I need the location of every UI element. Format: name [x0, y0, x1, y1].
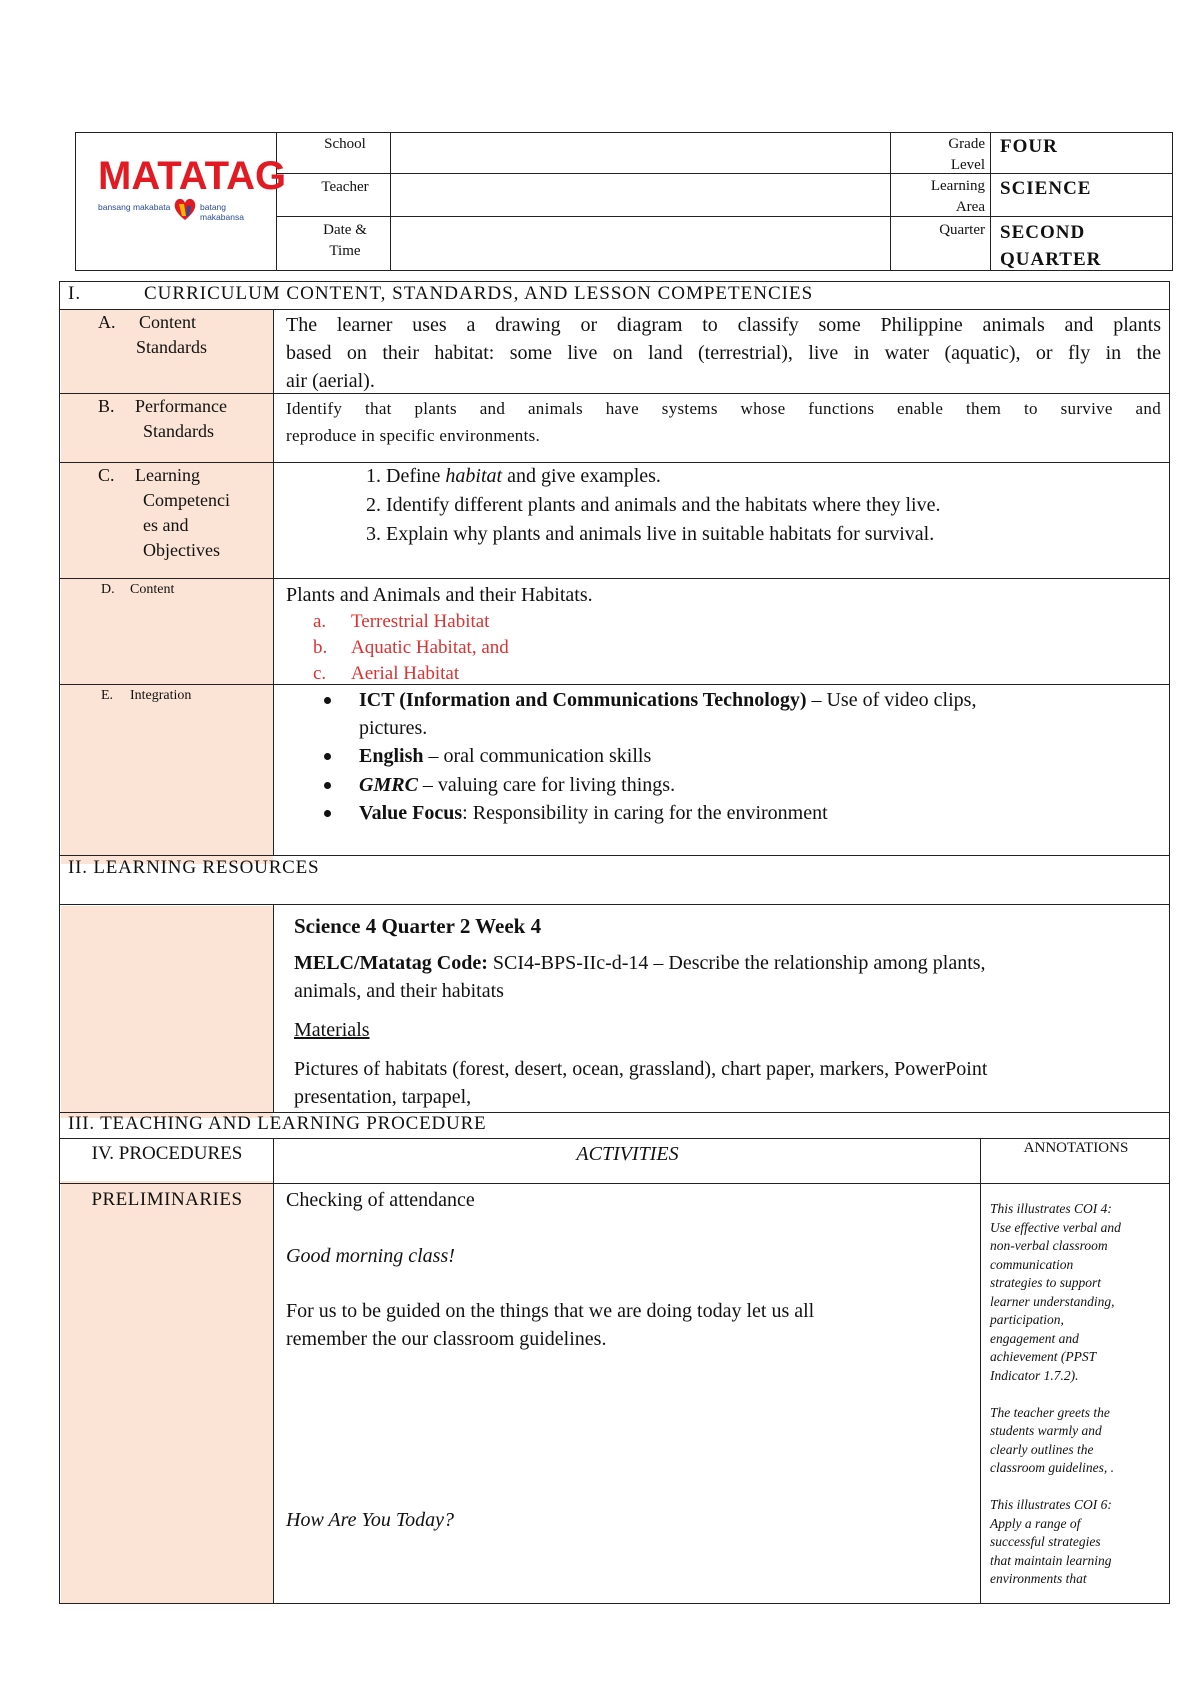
annot-line: successful strategies — [990, 1534, 1101, 1549]
objective-1-post: and give examples. — [502, 465, 661, 487]
school-field[interactable] — [392, 134, 888, 172]
resource-code — [294, 949, 1160, 977]
a-label-line2: Standards — [136, 337, 207, 357]
quarter-value-line2: QUARTER — [1000, 249, 1102, 270]
a-text-line3: air (aerial). — [286, 370, 375, 392]
objective-1-em: habitat — [445, 465, 503, 487]
integration-english — [359, 742, 651, 770]
annot-line: students warmly and — [990, 1423, 1102, 1438]
english-bold: English — [359, 745, 424, 767]
b-letter: B. — [98, 396, 115, 416]
teacher-label: Teacher — [321, 179, 369, 195]
annotations-header: ANNOTATIONS — [1023, 1140, 1129, 1156]
content-standards-text — [286, 311, 1161, 395]
materials-label: Materials — [294, 1019, 370, 1041]
annot-line: strategies to support — [990, 1275, 1102, 1290]
b-text-line1: Identify that plants and animals have systems whose functions enable them to survive and — [286, 399, 1161, 418]
value-focus-bold: Value Focus — [359, 802, 463, 824]
objective-2: 2. Identify different plants and animals and the habitats where they live. — [366, 494, 941, 516]
habitat-b-text: Aquatic Habitat, and — [351, 637, 509, 658]
annot-line: clearly outlines the — [990, 1441, 1094, 1457]
resource-week: Science 4 Quarter 2 Week 4 — [294, 914, 542, 938]
gmrc-bold: GMRC — [359, 774, 418, 796]
habitat-c-letter: c. — [313, 663, 327, 684]
c-label-line2: Competenci — [143, 490, 230, 510]
integration-gmrc — [359, 771, 675, 799]
habitat-aquatic — [286, 635, 786, 661]
quarter-value — [1000, 219, 1101, 273]
habitat-b-letter: b. — [313, 637, 328, 658]
habitat-terrestrial — [286, 609, 786, 635]
annot-line: The teacher greets the — [990, 1404, 1110, 1420]
value-focus-rest: : Responsibility in caring for the environment — [462, 802, 828, 824]
d-letter: D. — [101, 582, 115, 597]
quarter-label: Quarter — [939, 222, 985, 238]
ict-bold: ICT (Information and Communications Technology) — [359, 689, 807, 711]
annot-line: This illustrates COI 4: — [990, 1201, 1112, 1216]
code-label: MELC/Matatag Code: — [294, 952, 488, 974]
bullet-3 — [324, 782, 331, 789]
section2-title: II. LEARNING RESOURCES — [68, 857, 320, 878]
c-label-line1: Learning — [135, 465, 200, 485]
gmrc-rest: – valuing care for living things. — [417, 774, 676, 796]
objective-1-pre: 1. Define — [366, 465, 446, 487]
bullet-2 — [324, 753, 331, 760]
habitat-aerial — [286, 661, 786, 687]
bullet-4 — [324, 810, 331, 817]
habitat-a-text: Terrestrial Habitat — [351, 611, 490, 632]
b-label-line2: Standards — [143, 421, 214, 441]
area-label-line2: Area — [955, 199, 985, 215]
annot-line: communication — [990, 1256, 1074, 1272]
section1-title: CURRICULUM CONTENT, STANDARDS, AND LESSON COMPETENCIES — [144, 283, 814, 304]
logo-wordmark: MATATAG — [98, 154, 287, 198]
annot-line: engagement and — [990, 1330, 1079, 1346]
date-label-line1: Date & — [323, 222, 367, 238]
ict-rest: – Use of video clips, — [806, 689, 977, 711]
preliminaries-label: PRELIMINARIES — [91, 1189, 243, 1210]
section3-title: III. TEACHING AND LEARNING PROCEDURE — [68, 1113, 487, 1134]
learning-area-label — [892, 176, 988, 218]
annot-line — [990, 1478, 1168, 1497]
activity-greeting: Good morning class! — [286, 1245, 455, 1267]
b-text-line2: reproduce in specific environments. — [286, 426, 541, 445]
annot-line: that maintain learning — [990, 1552, 1112, 1568]
grade-label-line1: Grade — [948, 136, 985, 152]
activities-header: ACTIVITIES — [576, 1143, 679, 1165]
activity-attendance: Checking of attendance — [286, 1189, 475, 1211]
quarter-value-line1: SECOND — [1000, 222, 1086, 243]
objective-1 — [366, 462, 1156, 491]
annot-line: This illustrates COI 6: — [990, 1497, 1112, 1512]
date-label — [300, 220, 390, 262]
annot-line — [990, 1385, 1168, 1404]
a-letter: A. — [98, 312, 116, 332]
learning-area-value: SCIENCE — [1000, 178, 1092, 199]
c-label-line4: Objectives — [143, 540, 220, 560]
objectives-list — [366, 462, 1156, 549]
annot-line: non-verbal classroom — [990, 1238, 1108, 1253]
activity-guidelines-1: For us to be guided on the things that we are doing today let us all — [286, 1300, 815, 1322]
logo-tagline-left: bansang makabata — [98, 202, 171, 212]
habitat-c-text: Aerial Habitat — [351, 663, 460, 684]
a-label-line1: Content — [139, 312, 196, 332]
e-letter: E. — [101, 688, 114, 703]
a-text-line1: The learner uses a drawing or diagram to classify some Philippine animals and plants — [286, 314, 1161, 336]
integration-ict — [359, 686, 1149, 714]
english-rest: – oral communication skills — [423, 745, 652, 767]
annot-line: Apply a range of — [990, 1515, 1081, 1531]
grade-level-label — [892, 134, 988, 176]
habitat-list — [286, 609, 786, 687]
annot-line: environments that — [990, 1571, 1087, 1586]
code-text: SCI4-BPS-IIc-d-14 – Describe the relationship among plants, — [487, 952, 986, 974]
materials-line2: presentation, tarpapel, — [294, 1086, 472, 1108]
procedures-header: IV. PROCEDURES — [91, 1143, 243, 1164]
activity-guidelines-2: remember the our classroom guidelines. — [286, 1328, 607, 1350]
school-label: School — [324, 136, 366, 152]
section1-number: I. — [68, 283, 82, 304]
bullet-1 — [324, 697, 331, 704]
objective-3: 3. Explain why plants and animals live in suitable habitats for survival. — [366, 523, 935, 545]
integration-ict-cont: pictures. — [359, 717, 428, 739]
a-text-line2: based on their habitat: some live on land (terrestrial), live in water (aquatic), or fly in the — [286, 342, 1161, 364]
grade-label-line2: Level — [950, 157, 985, 173]
annot-line: Use effective verbal and — [990, 1219, 1121, 1235]
date-time-field[interactable] — [392, 218, 888, 270]
area-label-line1: Learning — [930, 178, 985, 194]
annot-line: learner understanding, — [990, 1293, 1115, 1309]
grade-level-value: FOUR — [1000, 136, 1058, 157]
annotations-content — [990, 1200, 1168, 1589]
c-letter: C. — [98, 465, 115, 485]
performance-standards-text — [286, 395, 1161, 449]
activity-how-are-you: How Are You Today? — [286, 1509, 455, 1531]
heart-hand-icon — [172, 194, 198, 222]
materials-line1: Pictures of habitats (forest, desert, ocean, grassland), chart paper, markers, PowerPoint — [294, 1058, 988, 1080]
e-label: Integration — [130, 688, 192, 703]
integration-value-focus — [359, 799, 828, 827]
annot-line: classroom guidelines, . — [990, 1460, 1114, 1475]
b-label-line1: Performance — [135, 396, 227, 416]
d-label: Content — [130, 582, 175, 597]
teacher-field[interactable] — [392, 175, 888, 215]
habitat-a-letter: a. — [313, 611, 327, 632]
annot-line: Indicator 1.7.2). — [990, 1367, 1079, 1383]
c-label-line3: es and — [143, 515, 189, 535]
annot-line: participation, — [990, 1312, 1064, 1327]
resource-code-cont: animals, and their habitats — [294, 980, 504, 1002]
content-text: Plants and Animals and their Habitats. — [286, 584, 593, 606]
matatag-logo — [90, 150, 287, 230]
logo-tagline-right: batang makabansa — [200, 202, 244, 222]
date-label-line2: Time — [329, 243, 361, 259]
annot-line: achievement (PPST — [990, 1349, 1097, 1364]
